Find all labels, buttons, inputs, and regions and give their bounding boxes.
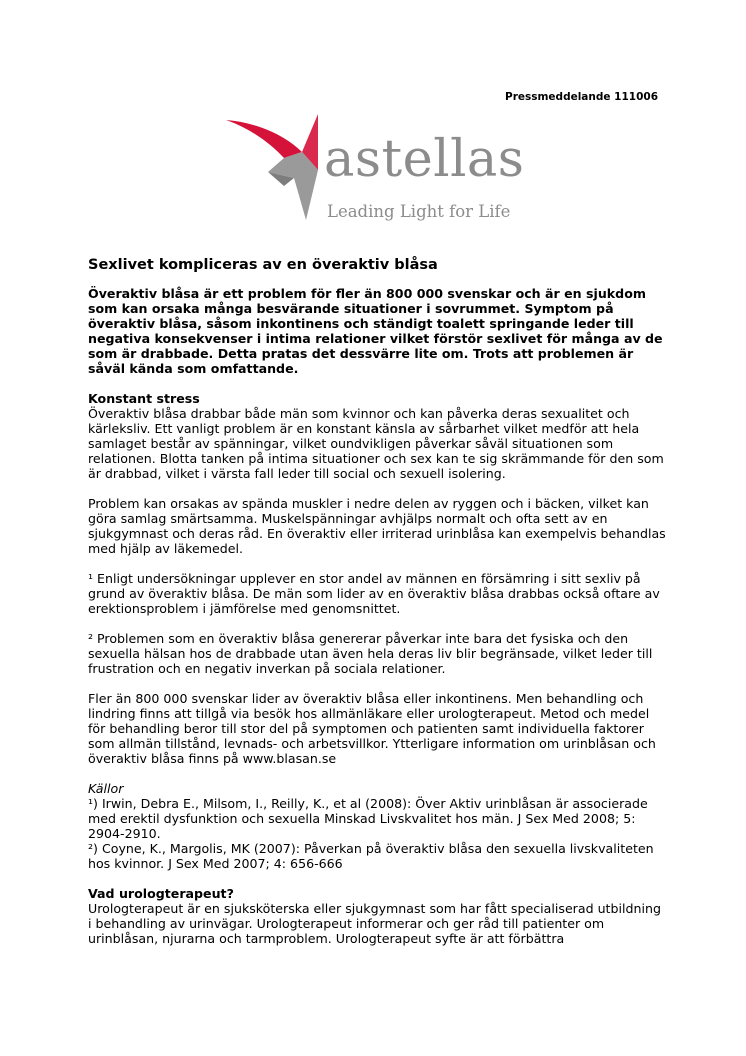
paragraph-3: ¹ Enligt undersökningar upplever en stor andel av männen en försämring i sitt sexliv på grund av överaktiv blåsa. De män som lider av en överaktiv blåsa drabbas också oftare av erektionsproblem i jämförelse med genomsnittet. — [88, 571, 660, 616]
article-lead: Överaktiv blåsa är ett problem för fler än 800 000 svenskar och är en sjukdom som kan orsaka många besvärande situationer i sovrummet. Symptom på överaktiv blåsa, såsom inkontinens och ständigt toalett springande leder till negativa konsekvenser i intima relationer vilket förstör sexlivet för många av de som är drabbade. Detta pratas det dessvärre lite om. Trots att problemen är såväl kända som omfattande. — [88, 286, 663, 376]
paragraph-2: Problem kan orsakas av spända muskler i nedre delen av ryggen och i bäcken, vilket kan göra samlag smärtsamma. Muskelspänningar avhjälps normalt och ofta sett av en sjukgymnast och deras råd. En överaktiv eller irriterad urinblåsa kan exempelvis behandlas med hjälp av läkemedel. — [88, 496, 666, 556]
article-title: Sexlivet kompliceras av en överaktiv blåsa — [88, 257, 438, 273]
section-heading-konstant-stress: Konstant stress — [88, 391, 200, 406]
press-release-label: Pressmeddelande 111006 — [505, 91, 658, 103]
paragraph-4: ² Problemen som en överaktiv blåsa genererar påverkar inte bara det fysiska och den sexuella hälsan hos de drabbade utan även hela deras liv blir begränsade, vilket leder till frustration och en negativ inverkan på sociala relationer. — [88, 631, 653, 676]
paragraph-6: Urologterapeut är en sjuksköterska eller sjukgymnast som har fått specialiserad utbildning i behandling av urinvägar. Urologterapeut informerar och ger råd till patienter om urinblåsan, njurarna och tarmproblem. Urologterapeut syfte är att förbättra — [88, 901, 661, 946]
article-body — [88, 256, 668, 961]
astellas-logo — [224, 112, 524, 224]
logo-tagline: Leading Light for Life — [327, 202, 511, 221]
astellas-star-icon — [224, 112, 334, 224]
source-2: ²) Coyne, K., Margolis, MK (2007): Påverkan på överaktiv blåsa den sexuella livskvaliteten hos kvinnor. J Sex Med 2007; 4: 656-666 — [88, 841, 654, 871]
paragraph-1: Överaktiv blåsa drabbar både män som kvinnor och kan påverka deras sexualitet och kärleksliv. Ett vanligt problem är en konstant känsla av sårbarhet vilket medför att hela samlaget består av spänningar, vilket oundvikligen påverkar såväl situationen som relationen. Blotta tanken på intima situationer och sex kan te sig skrämmande för den som är drabbad, vilket i värsta fall leder till social och sexuell isolering. — [88, 406, 664, 481]
logo-wordmark: astellas — [324, 130, 525, 189]
source-1: ¹) Irwin, Debra E., Milsom, I., Reilly, K., et al (2008): Över Aktiv urinblåsan är associerade med erektil dysfunktion och sexuella Minskad Livskvalitet hos män. J Sex Med 2008; 5: 2904-2910. — [88, 796, 648, 841]
section-heading-urologterapeut: Vad urologterapeut? — [88, 886, 234, 901]
sources-title: Källor — [88, 781, 124, 796]
paragraph-5: Fler än 800 000 svenskar lider av överaktiv blåsa eller inkontinens. Men behandling och lindring finns att tillgå via besök hos allmänläkare eller urologterapeut. Metod och medel för behandling beror till stor del på symptomen och patienten samt individuella faktorer som allmän tillstånd, levnads- och arbetsvillkor. Ytterligare information om urinblåsan och överaktiv blåsa finns på www.blasan.se — [88, 691, 656, 766]
